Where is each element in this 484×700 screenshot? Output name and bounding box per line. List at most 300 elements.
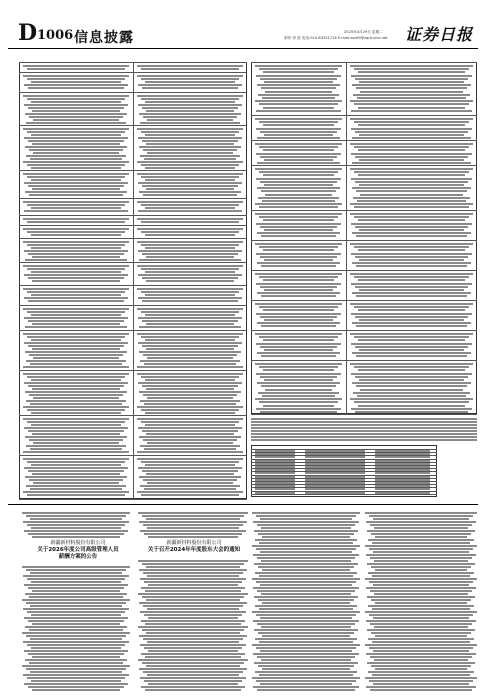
fine-print-line xyxy=(370,557,472,559)
table-row-rule xyxy=(19,415,247,416)
fine-print-line xyxy=(374,626,468,628)
fine-print-line xyxy=(26,569,126,571)
fine-print-line xyxy=(145,424,235,426)
fine-print-line xyxy=(32,473,120,475)
fine-print-line xyxy=(256,153,341,155)
fine-print-line xyxy=(354,103,469,105)
fine-print-line xyxy=(31,581,121,583)
fine-print-line xyxy=(261,235,336,237)
fine-print-line xyxy=(366,587,476,589)
fine-print-line xyxy=(138,427,242,429)
fine-print-line xyxy=(30,403,122,405)
fine-print-line xyxy=(141,244,239,246)
fine-print-line xyxy=(146,518,240,520)
fine-print-line xyxy=(350,100,473,102)
fine-print-line xyxy=(146,433,234,435)
fine-print-line xyxy=(368,539,474,541)
fine-print-line xyxy=(141,131,239,133)
fine-print-line xyxy=(263,71,334,73)
fine-print-line xyxy=(145,623,241,625)
fine-print-line xyxy=(358,174,465,176)
table-row-rule xyxy=(251,115,477,116)
announcement-a-title-line1: 关于2026年度公司高级管理人员 xyxy=(37,547,119,553)
fine-print-line xyxy=(146,665,240,667)
fine-print-line xyxy=(365,611,477,613)
fine-print-line xyxy=(146,323,234,325)
fine-print-line xyxy=(359,319,464,321)
fine-print-line xyxy=(255,203,342,205)
fine-print-line xyxy=(144,581,242,583)
fine-print-line xyxy=(141,78,239,80)
fine-print-line xyxy=(359,134,464,136)
announcement-a-title-line2: 薪酬方案的公告 xyxy=(58,554,98,560)
fine-print-line xyxy=(27,494,125,496)
fine-print-line xyxy=(262,200,335,202)
fine-print-line xyxy=(252,578,360,580)
fine-print-line xyxy=(32,280,120,282)
fine-print-line xyxy=(30,363,122,365)
fine-print-line xyxy=(258,94,339,96)
fine-print-line xyxy=(373,518,469,520)
fine-print-line xyxy=(366,686,476,688)
fine-print-line xyxy=(360,194,463,196)
fine-print-line xyxy=(356,190,467,192)
fine-print-line xyxy=(28,470,124,472)
fine-print-line xyxy=(24,104,128,106)
fine-print-line xyxy=(138,317,242,319)
fine-print-line xyxy=(146,632,240,634)
fine-print-line xyxy=(23,265,129,267)
fine-print-line xyxy=(31,81,121,83)
fine-print-line xyxy=(366,620,476,622)
fine-print-line xyxy=(29,354,123,356)
fine-print-line xyxy=(373,584,469,586)
fine-print-line xyxy=(31,339,121,341)
fine-print-line xyxy=(23,333,129,335)
fine-print-line xyxy=(23,65,129,67)
fine-print-line xyxy=(265,389,332,391)
fine-print-line xyxy=(24,250,128,252)
data-table-row-rule xyxy=(251,494,437,495)
fine-print-line xyxy=(358,405,465,407)
fine-print-line xyxy=(263,339,334,341)
fine-print-line xyxy=(351,110,472,112)
fine-print-line xyxy=(140,155,240,157)
fine-print-line xyxy=(137,173,243,175)
fine-print-line xyxy=(27,78,125,80)
fine-print-line xyxy=(138,467,242,469)
fine-print-line xyxy=(261,527,351,529)
fine-print-line xyxy=(31,294,121,296)
fine-print-line xyxy=(365,512,477,514)
fine-print-line xyxy=(143,149,237,151)
fine-print-line xyxy=(23,128,129,130)
contact-line: 制作:李 波 电话:010-83251716 E-mail:zqrb9@zqrb.sina.net xyxy=(284,36,388,40)
fine-print-line xyxy=(147,119,233,121)
fine-print-line xyxy=(25,146,127,148)
fine-print-line xyxy=(358,149,465,151)
fine-print-line xyxy=(146,143,234,145)
fine-print-line xyxy=(142,470,238,472)
fine-print-line xyxy=(145,689,241,691)
fine-print-line xyxy=(27,68,125,70)
fine-print-line xyxy=(359,184,464,186)
fine-print-line xyxy=(30,518,122,520)
fine-print-line xyxy=(254,530,358,532)
fine-print-line xyxy=(255,460,295,462)
fine-print-line xyxy=(24,297,128,299)
fine-print-line xyxy=(370,656,472,658)
fine-print-line xyxy=(263,249,334,251)
fine-print-line xyxy=(146,280,234,282)
fine-print-line xyxy=(305,456,365,458)
fine-print-line xyxy=(255,65,342,67)
fine-print-line xyxy=(137,418,243,420)
fine-print-line xyxy=(259,306,338,308)
fine-print-line xyxy=(26,122,126,124)
fine-print-line xyxy=(374,560,468,562)
fine-print-line xyxy=(141,421,239,423)
fine-print-line xyxy=(264,159,333,161)
fine-print-line xyxy=(355,316,468,318)
fine-print-line xyxy=(26,602,126,604)
fine-print-line xyxy=(23,95,129,97)
fine-print-line xyxy=(263,369,334,371)
fine-print-line xyxy=(260,156,337,158)
fine-print-line xyxy=(22,512,130,514)
fine-print-line xyxy=(29,116,123,118)
table-row-rule xyxy=(19,499,247,500)
fine-print-line xyxy=(355,286,468,288)
fine-print-line xyxy=(27,611,125,613)
fine-print-line xyxy=(138,659,248,661)
fine-print-line xyxy=(27,336,125,338)
fine-print-line xyxy=(252,611,360,613)
fine-print-line xyxy=(144,158,236,160)
fine-print-line xyxy=(256,128,341,130)
fine-print-line xyxy=(251,421,477,423)
table-row-rule xyxy=(19,285,247,286)
fine-print-line xyxy=(141,376,239,378)
fine-print-line xyxy=(23,674,129,676)
fine-print-line xyxy=(354,246,469,248)
fine-print-line xyxy=(141,176,239,178)
fine-print-line xyxy=(255,398,342,400)
fine-print-line xyxy=(142,515,244,517)
fine-print-line xyxy=(255,469,295,471)
fine-print-line xyxy=(32,110,120,112)
fine-print-line xyxy=(256,408,341,410)
fine-print-line xyxy=(257,137,340,139)
fine-print-line xyxy=(371,533,471,535)
fine-print-line xyxy=(142,185,238,187)
fine-print-line xyxy=(26,400,126,402)
fine-print-line xyxy=(369,614,473,616)
fine-print-line xyxy=(262,569,350,571)
fine-print-line xyxy=(375,476,430,478)
fine-print-line xyxy=(31,167,121,169)
fine-print-line xyxy=(142,563,244,565)
fine-print-line xyxy=(373,683,469,685)
fine-print-line xyxy=(28,277,124,279)
fine-print-line xyxy=(256,75,341,77)
fine-print-line xyxy=(29,596,123,598)
fine-print-line xyxy=(351,223,472,225)
fine-print-line xyxy=(28,385,124,387)
fine-print-line xyxy=(258,197,339,199)
fine-print-line xyxy=(374,527,468,529)
fine-print-line xyxy=(370,623,472,625)
fine-print-line xyxy=(255,243,342,245)
fine-print-line xyxy=(143,394,237,396)
fine-print-line xyxy=(141,620,245,622)
fine-print-line xyxy=(30,671,122,673)
fine-print-line xyxy=(32,256,120,258)
fine-print-line xyxy=(251,433,477,435)
fine-print-line xyxy=(261,355,336,357)
fine-print-line xyxy=(355,411,468,413)
fine-print-line xyxy=(27,578,125,580)
fine-print-line xyxy=(28,87,124,89)
fine-print-line xyxy=(375,472,430,474)
fine-print-line xyxy=(27,131,125,133)
fine-print-line xyxy=(137,406,243,408)
fine-print-line xyxy=(142,300,238,302)
fine-print-line xyxy=(260,181,337,183)
fine-print-line xyxy=(261,626,351,628)
fine-print-line xyxy=(368,605,474,607)
fine-print-line xyxy=(257,590,355,592)
fine-print-line xyxy=(141,68,239,70)
fine-print-line xyxy=(305,482,365,484)
fine-print-line xyxy=(373,551,469,553)
fine-print-line xyxy=(33,482,119,484)
fine-print-line xyxy=(138,210,242,212)
fine-print-line xyxy=(140,611,246,613)
fine-print-line xyxy=(354,306,469,308)
fine-print-line xyxy=(23,228,129,230)
fine-print-line xyxy=(261,560,351,562)
table-row-rule xyxy=(251,360,477,361)
fine-print-line xyxy=(25,351,127,353)
fine-print-line xyxy=(259,608,353,610)
fine-print-line xyxy=(375,460,430,462)
fine-print-line xyxy=(259,68,338,70)
fine-print-line xyxy=(138,626,248,628)
fine-print-line xyxy=(350,303,473,305)
fine-print-line xyxy=(375,453,430,455)
fine-print-line xyxy=(142,320,238,322)
fine-print-line xyxy=(350,273,473,275)
fine-print-line xyxy=(354,216,469,218)
fine-print-line xyxy=(260,518,352,520)
fine-print-line xyxy=(31,680,121,682)
fine-print-line xyxy=(370,524,472,526)
fine-print-line xyxy=(256,110,341,112)
fine-print-line xyxy=(369,647,473,649)
fine-print-line xyxy=(140,485,240,487)
fine-print-line xyxy=(27,677,125,679)
fine-print-line xyxy=(143,638,243,640)
fine-print-line xyxy=(259,171,338,173)
fine-print-line xyxy=(353,197,470,199)
fine-print-line xyxy=(24,137,128,139)
table-row-rule xyxy=(19,238,247,239)
fine-print-line xyxy=(27,204,125,206)
fine-print-line xyxy=(355,256,468,258)
fine-print-line xyxy=(263,405,334,407)
fine-print-line xyxy=(23,373,129,375)
fine-print-line xyxy=(354,206,469,208)
fine-print-line xyxy=(28,533,124,535)
fine-print-line xyxy=(353,392,470,394)
fine-print-line xyxy=(145,339,235,341)
fine-print-line xyxy=(147,152,233,154)
fine-print-line xyxy=(256,515,356,517)
fine-print-line xyxy=(375,602,467,604)
fine-print-line xyxy=(259,641,353,643)
fine-print-line xyxy=(358,219,465,221)
fine-print-line xyxy=(139,146,241,148)
fine-print-line xyxy=(25,326,127,328)
fine-print-line xyxy=(31,179,121,181)
fine-print-line xyxy=(138,297,242,299)
fine-print-line xyxy=(145,134,235,136)
fine-print-line xyxy=(144,647,242,649)
fine-print-line xyxy=(140,578,246,580)
fine-print-line xyxy=(33,397,119,399)
fine-print-line xyxy=(258,533,354,535)
fine-print-line xyxy=(253,554,359,556)
fine-print-line xyxy=(24,683,128,685)
fine-print-line xyxy=(259,575,353,577)
fine-print-line xyxy=(368,572,474,574)
fine-print-line xyxy=(359,159,464,161)
fine-print-line xyxy=(142,430,238,432)
fine-print-line xyxy=(27,98,125,100)
fine-print-line xyxy=(256,178,341,180)
fine-print-line xyxy=(33,357,119,359)
fine-print-line xyxy=(26,155,126,157)
fine-print-line xyxy=(351,343,472,345)
fine-print-line xyxy=(137,228,243,230)
fine-print-line xyxy=(23,241,129,243)
fine-print-line xyxy=(358,249,465,251)
fine-print-line xyxy=(355,78,468,80)
fine-print-line xyxy=(28,185,124,187)
fine-print-line xyxy=(147,608,239,610)
fine-print-line xyxy=(140,644,246,646)
fine-print-line xyxy=(375,485,430,487)
fine-print-line xyxy=(141,221,239,223)
fine-print-line xyxy=(143,605,243,607)
fine-print-line xyxy=(139,569,247,571)
fine-print-line xyxy=(25,191,127,193)
announcement-b-heading xyxy=(140,540,248,554)
fine-print-line xyxy=(263,279,334,281)
fine-print-line xyxy=(357,395,466,397)
fine-print-line xyxy=(22,566,130,568)
page-header xyxy=(8,18,478,52)
fine-print-line xyxy=(261,265,336,267)
fine-print-line xyxy=(139,602,247,604)
fine-print-line xyxy=(143,116,237,118)
fine-print-line xyxy=(32,188,120,190)
fine-print-line xyxy=(140,360,240,362)
fine-print-line xyxy=(145,314,235,316)
fine-print-line xyxy=(367,530,475,532)
fine-print-line xyxy=(31,271,121,273)
fine-print-line xyxy=(137,161,243,163)
fine-print-line xyxy=(254,629,358,631)
fine-print-line xyxy=(351,313,472,315)
fine-print-line xyxy=(23,366,129,368)
fine-print-line xyxy=(141,686,245,688)
fine-print-line xyxy=(26,635,126,637)
fine-print-line xyxy=(359,229,464,231)
fine-print-line xyxy=(264,134,333,136)
fine-print-line xyxy=(139,476,241,478)
fine-print-line xyxy=(358,309,465,311)
fine-print-line xyxy=(146,473,234,475)
fine-print-line xyxy=(352,292,471,294)
fine-print-line xyxy=(260,411,337,413)
fine-print-line xyxy=(29,479,123,481)
fine-print-line xyxy=(23,608,129,610)
fine-print-line xyxy=(143,439,237,441)
fine-print-line xyxy=(375,456,430,458)
fine-print-line xyxy=(137,95,243,97)
fine-print-line xyxy=(259,401,338,403)
fine-print-line xyxy=(357,97,466,99)
fine-print-line xyxy=(258,566,354,568)
fine-print-line xyxy=(264,184,333,186)
announcement-a-heading xyxy=(28,540,128,561)
fine-print-line xyxy=(257,84,340,86)
fine-print-line xyxy=(31,379,121,381)
fine-print-line xyxy=(138,104,242,106)
fine-print-line xyxy=(139,113,241,115)
fine-print-line xyxy=(252,677,360,679)
fine-print-line xyxy=(265,194,332,196)
fine-print-line xyxy=(264,349,333,351)
fine-print-line xyxy=(143,572,243,574)
fine-print-line xyxy=(139,351,241,353)
fine-print-line xyxy=(140,445,240,447)
table-row-rule xyxy=(19,72,247,73)
fine-print-line xyxy=(255,488,295,490)
fine-print-line xyxy=(147,674,239,676)
fine-print-line xyxy=(256,343,341,345)
fine-print-line xyxy=(369,515,473,517)
fine-print-line xyxy=(257,352,340,354)
fine-print-line xyxy=(255,213,342,215)
fine-print-line xyxy=(355,181,468,183)
fine-print-line xyxy=(356,295,467,297)
fine-print-line xyxy=(375,492,430,494)
fine-print-line xyxy=(28,320,124,322)
fine-print-line xyxy=(141,461,239,463)
fine-print-line xyxy=(24,317,128,319)
fine-print-line xyxy=(369,548,473,550)
fine-print-line xyxy=(139,259,241,261)
fine-print-line xyxy=(259,246,338,248)
fine-print-line xyxy=(142,253,238,255)
fine-print-line xyxy=(375,469,430,471)
fine-print-line xyxy=(139,521,247,523)
fine-print-line xyxy=(257,557,355,559)
fine-print-line xyxy=(23,161,129,163)
